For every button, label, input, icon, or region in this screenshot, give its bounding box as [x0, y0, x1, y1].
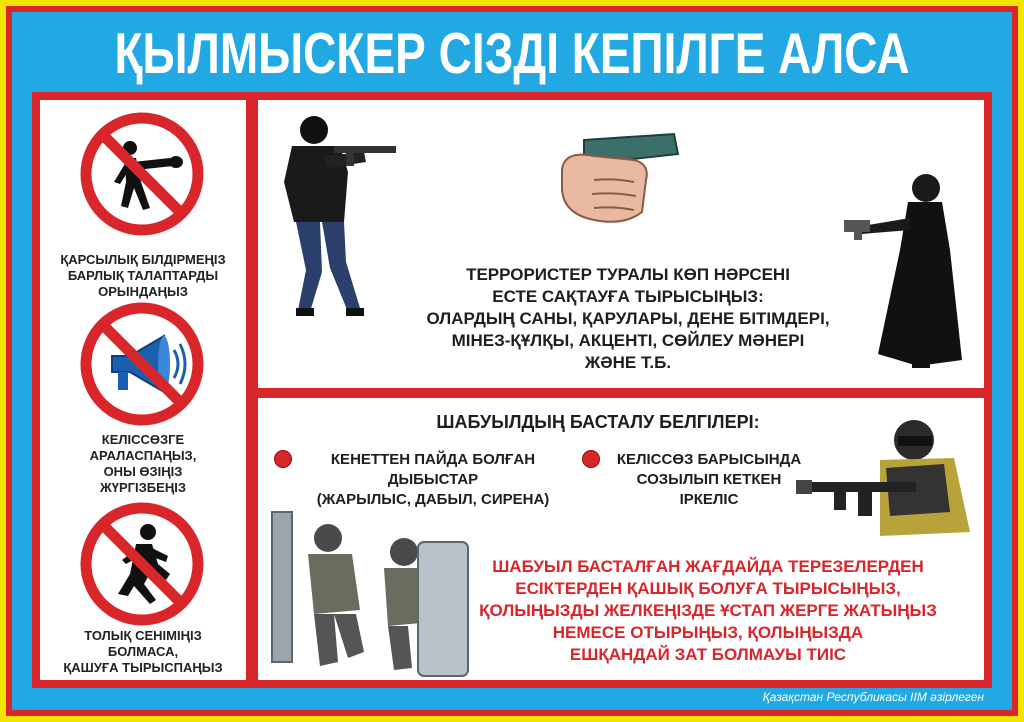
- attack-sign-2: КЕЛІССӨЗ БАРЫСЫНДА СОЗЫЛЫП КЕТКЕН ІРКЕЛІС: [616, 451, 802, 508]
- footer-credit: Қазақстан Республикасы ІІМ әзірлеген: [762, 690, 984, 704]
- safety-instructions: ШАБУЫЛ БАСТАЛҒАН ЖАҒДАЙДА ТЕРЕЗЕЛЕРДЕН ЕСІКТЕРДЕН ҚАШЫҚ БОЛУҒА ТЫРЫСЫҢЫЗ, ҚОЛЫҢЫЗДЫ ЖЕЛКЕҢІЗДЕ ҰСТАП ЖЕРГЕ ЖАТЫҢЫЗ НЕМЕСЕ ОТЫРЫҢЫЗ, ҚОЛЫҢЫЗДА ЕШҚАНДАЙ ЗАТ БОЛМАУЫ ТИІС: [479, 557, 937, 664]
- attack-signs-panel: [258, 398, 984, 680]
- prohibition-caption-2: КЕЛІССӨЗГЕ АРАЛАСПАҢЫЗ, ОНЫ ӨЗІҢІЗ ЖҮРГІЗБЕҢІЗ: [89, 432, 197, 495]
- prohibitions-panel: [40, 100, 246, 680]
- attack-signs-heading: ШАБУЫЛДЫҢ БАСТАЛУ БЕЛГІЛЕРІ:: [436, 412, 760, 432]
- no-resist-icon: [78, 110, 206, 238]
- poster-title: ҚЫЛМЫСКЕР СІЗДІ КЕПІЛГЕ АЛСА: [114, 20, 910, 86]
- prohibition-caption-3: ТОЛЫҚ СЕНІМІҢІЗ БОЛМАСА, ҚАШУҒА ТЫРЫСПАҢЫЗ: [63, 628, 223, 675]
- prohibition-caption-1: ҚАРСЫЛЫҚ БІЛДІРМЕҢІЗ БАРЛЫҚ ТАЛАПТАРДЫ ОРЫНДАҢЫЗ: [60, 252, 226, 299]
- remember-panel: [258, 100, 984, 388]
- soldier-with-rifle-illustration: [794, 412, 974, 552]
- no-running-icon: [78, 500, 206, 628]
- attack-sign-1: КЕНЕТТЕН ПАЙДА БОЛҒАН ДЫБЫСТАР (ЖАРЫЛЫС, ДАБЫЛ, СИРЕНА): [316, 451, 550, 508]
- remember-text: ТЕРРОРИСТЕР ТУРАЛЫ КӨП НӘРСЕНІ ЕСТЕ САҚТАУҒА ТЫРЫСЫҢЫЗ: ОЛАРДЫҢ САНЫ, ҚАРУЛАРЫ, ДЕНЕ БІТІМДЕРІ, МІНЕЗ-ҚҰЛҚЫ, АКЦЕНТІ, СӨЙЛЕУ МӘНЕРІ ЖӘНЕ Т.Б.: [426, 265, 830, 372]
- no-megaphone-icon: [78, 300, 206, 428]
- riot-police-illustration: [268, 502, 478, 678]
- pistol-hand-illustration: [554, 120, 684, 230]
